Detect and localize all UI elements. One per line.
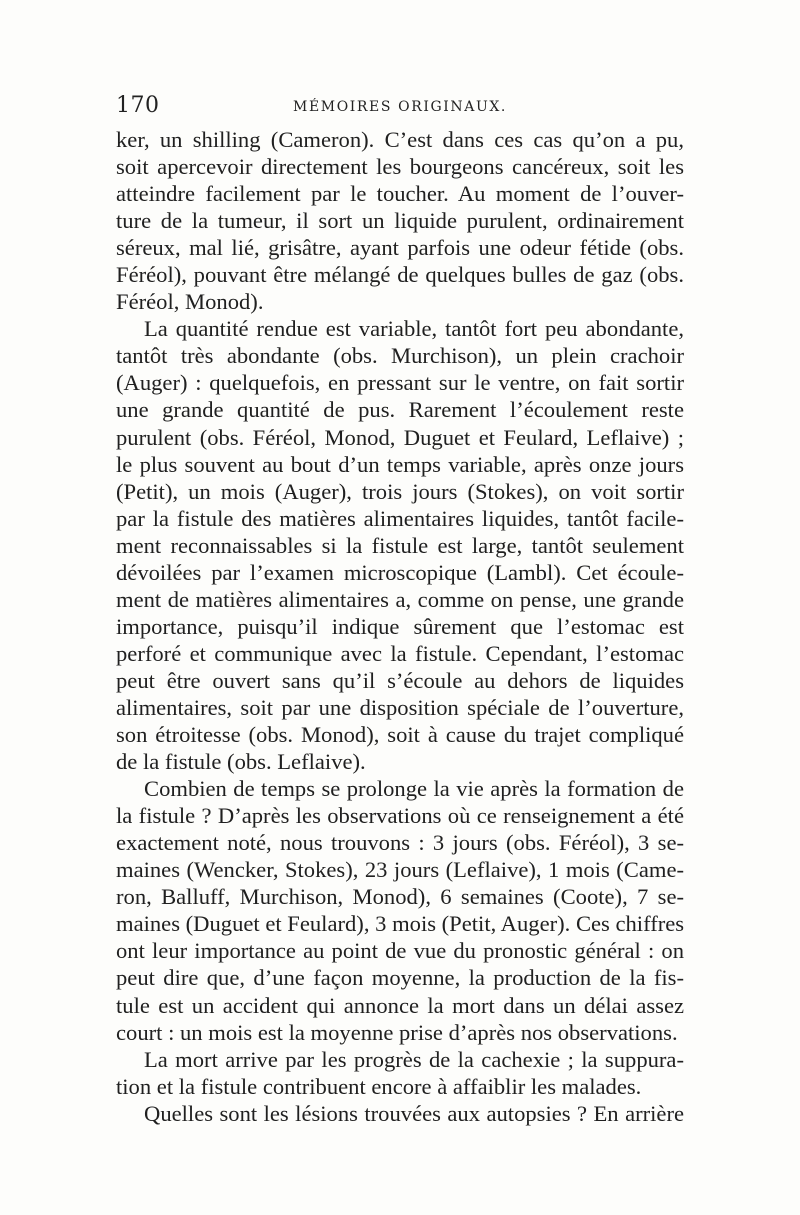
- paragraph-first-line: La mort arrive par les progrès de la cachexie ; la suppura-: [144, 1046, 684, 1072]
- text-line: tion et la fistule contribuent encore à affaiblir les malades.: [116, 1073, 642, 1099]
- text-line: son étroitesse (obs. Monod), soit à cause du trajet compliqué: [116, 722, 684, 748]
- text-line: une grande quantité de pus. Rarement l’écoulement reste: [116, 397, 684, 423]
- body-text: [116, 126, 684, 1127]
- text-line: court : un mois est la moyenne prise d’après nos observations.: [116, 1019, 678, 1045]
- text-line: atteindre facilement par le toucher. Au moment de l’ouver-: [116, 181, 684, 207]
- text-line: (Auger) : quelquefois, en pressant sur le ventre, on fait sortir: [116, 370, 684, 396]
- text-line: maines (Wencker, Stokes), 23 jours (Leflaive), 1 mois (Came-: [116, 857, 684, 883]
- paragraph-first-line: Combien de temps se prolonge la vie après la formation de: [144, 776, 684, 802]
- text-line: alimentaires, soit par une disposition spéciale de l’ouverture,: [116, 694, 684, 720]
- text-line: dévoilées par l’examen microscopique (Lambl). Cet écoule-: [116, 559, 684, 585]
- text-line: séreux, mal lié, grisâtre, ayant parfois une odeur fétide (obs.: [116, 235, 684, 261]
- text-line: Féréol), pouvant être mélangé de quelques bulles de gaz (obs.: [116, 262, 684, 288]
- text-line: Féréol, Monod).: [116, 289, 264, 315]
- text-line: purulent (obs. Féréol, Monod, Duguet et Feulard, Leflaive) ;: [116, 424, 684, 450]
- paragraph-first-line: La quantité rendue est variable, tantôt fort peu abondante,: [144, 316, 684, 342]
- text-line: importance, puisqu’il indique sûrement que l’estomac est: [116, 613, 684, 639]
- text-line: le plus souvent au bout d’un temps variable, après onze jours: [116, 451, 684, 477]
- running-title: MÉMOIRES ORIGINAUX.: [293, 99, 507, 115]
- text-line: maines (Duguet et Feulard), 3 mois (Petit, Auger). Ces chiffres: [116, 911, 685, 937]
- text-line: ment reconnaissables si la fistule est large, tantôt seulement: [116, 532, 684, 558]
- paragraph-first-line: Quelles sont les lésions trouvées aux autopsies ? En arrière: [144, 1100, 684, 1126]
- page-number: 170: [116, 93, 160, 118]
- text-line: ker, un shilling (Cameron). C’est dans ces cas qu’on a pu,: [116, 127, 684, 152]
- text-line: (Petit), un mois (Auger), trois jours (Stokes), on voit sortir: [116, 478, 684, 504]
- running-head: [116, 93, 684, 123]
- text-line: tantôt très abondante (obs. Murchison), un plein crachoir: [116, 343, 684, 369]
- text-line: ont leur importance au point de vue du pronostic général : on: [116, 938, 684, 964]
- text-line: ture de la tumeur, il sort un liquide purulent, ordinairement: [116, 208, 684, 234]
- text-line: ment de matières alimentaires a, comme on pense, une grande: [116, 586, 684, 612]
- text-line: ron, Balluff, Murchison, Monod), 6 semaines (Coote), 7 se-: [116, 884, 684, 910]
- text-line: la fistule ? D’après les observations où ce renseignement a été: [116, 803, 684, 829]
- text-line: peut être ouvert sans qu’il s’écoule au dehors de liquides: [116, 667, 684, 693]
- text-line: exactement noté, nous trouvons : 3 jours (obs. Féréol), 3 se-: [116, 830, 684, 856]
- text-line: perforé et communique avec la fistule. Cependant, l’estomac: [116, 640, 684, 666]
- text-line: tule est un accident qui annonce la mort dans un délai assez: [116, 992, 684, 1018]
- text-line: soit apercevoir directement les bourgeons cancéreux, soit les: [116, 154, 684, 180]
- text-line: par la fistule des matières alimentaires liquides, tantôt facile-: [116, 505, 684, 531]
- text-line: de la fistule (obs. Leflaive).: [116, 749, 366, 775]
- text-line: peut dire que, d’une façon moyenne, la production de la fis-: [116, 965, 684, 991]
